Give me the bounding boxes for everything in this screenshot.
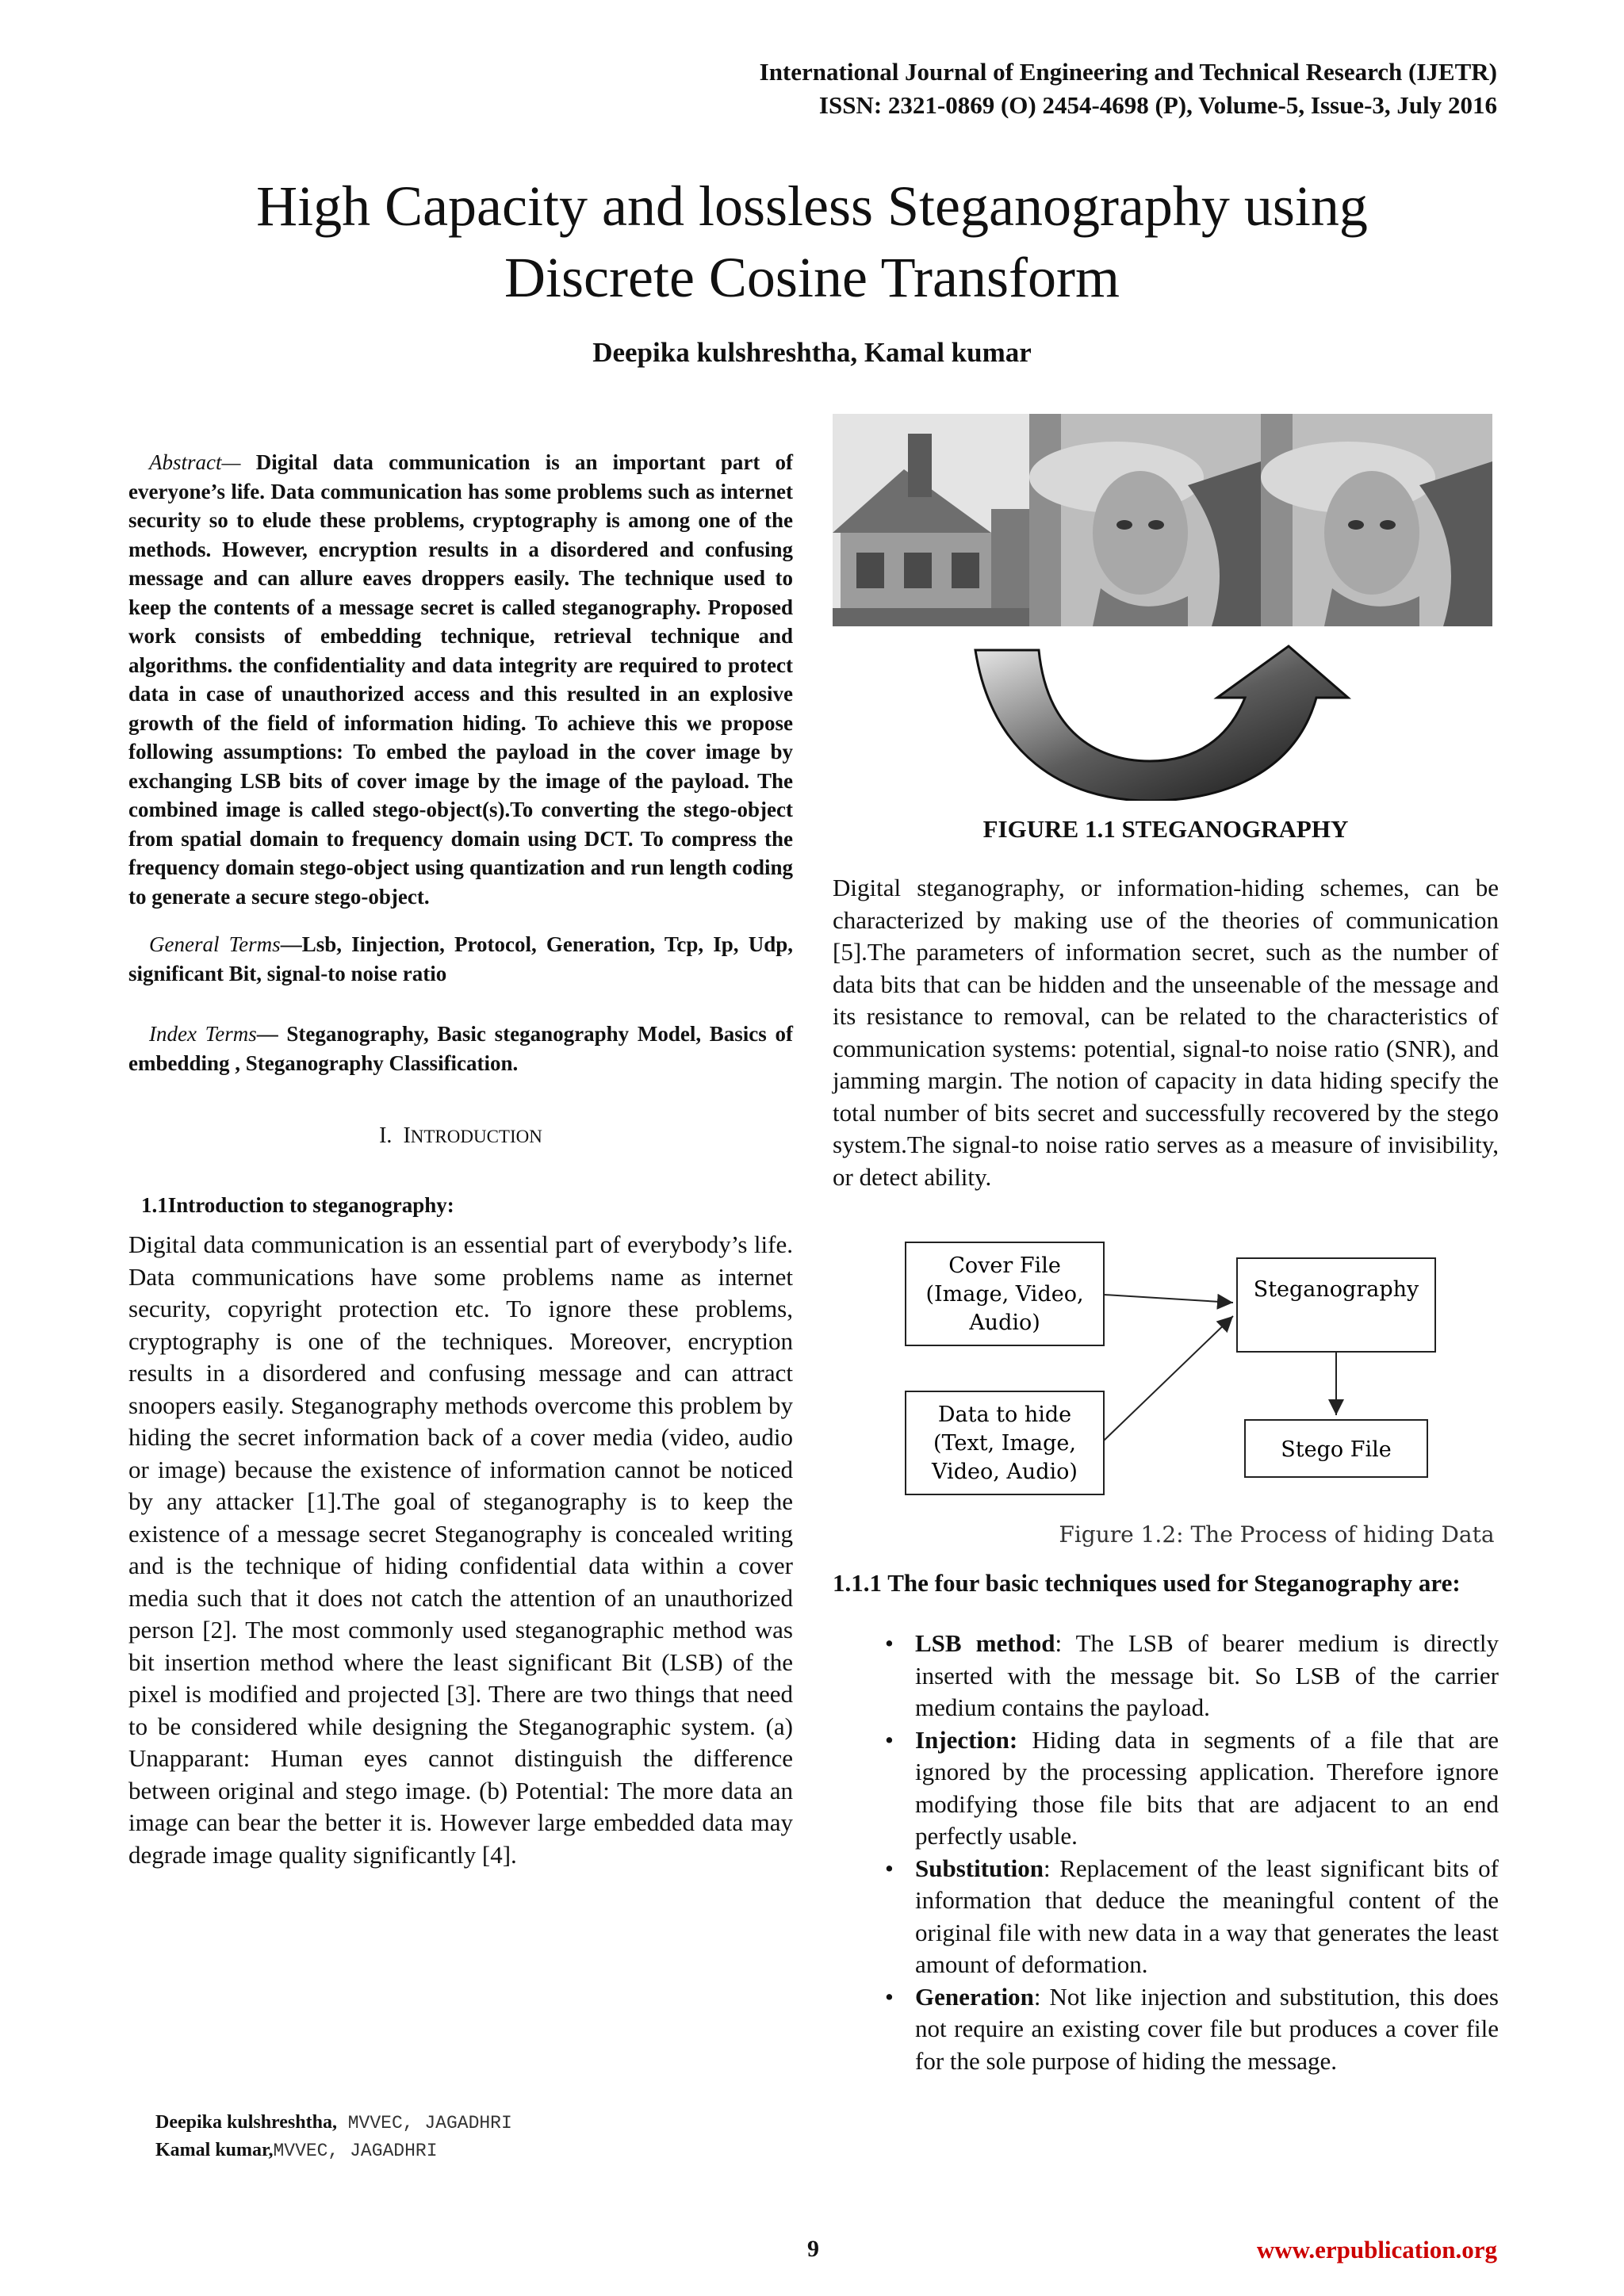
- bullet-icon: •: [885, 1629, 894, 1657]
- index-terms-text: — Steganography, Basic steganography Model, Basics of embedding , Steganography Classification.: [128, 1022, 793, 1075]
- bullet-icon: •: [885, 1982, 894, 2011]
- process-diagram: [833, 1225, 1499, 1558]
- section-rest: NTRODUCTION: [410, 1127, 542, 1146]
- technique-item-lsb: [833, 1628, 1499, 1724]
- intro-paragraph: Digital data communication is an essential part of everybody’s life. Data communications have some problems name as internet security, copyright protection etc. To ignore these problems, cryptography is one of the techniques. Moreover, encryption results in a disordered and confusing message and can attract snoopers easily. Steganography methods overcome this problem by hiding the secret information back of a cover media (video, audio or image) because the existence of information cannot be noticed by any attacker [1].The goal of steganography is to keep the existence of a message secret Steganography is concealed writing and is the technique of hiding confidential data within a cover media such that it does not catch the attention of an unauthorized person [2]. The most commonly used steganographic method was bit insertion method where the least significant Bit (LSB) of the pixel is modified and projected [3]. There are two things that need to be considered while designing the Steganographic system. (a) Unapparant: Human eyes cannot distinguish the difference between original and stego image. (b) Potential: The more data an image can bear the better it is. However large embedded data may degrade image quality significantly [4].: [128, 1230, 793, 1869]
- technique-term: Substitution: [915, 1854, 1044, 1882]
- abstract: [128, 448, 793, 911]
- technique-text: : The LSB of bearer medium is directly inserted with the message bit. So LSB of the carrier medium contains the payload.: [915, 1629, 1499, 1721]
- house-image: [833, 414, 1029, 626]
- abstract-text: Digital data communication is an important part of everyone’s life. Data communication has some problems such as internet security so to elude these problems, cryptography is among one of the methods. However, encryption results in a disordered and confusing message and can allure eaves droppers easily. The technique used to keep the contents of a message secret is called steganography. Proposed work consists of embedding technique, retrieval technique and algorithms. the confidentiality and data integrity are required to protect data in case of unauthorized access and this resulted in an explosive growth of the field of information hiding. To achieve this we propose following assumptions: To embed the payload in the cover image by exchanging LSB bits of cover image by the image of the payload. The combined image is called stego-object(s).To converting the stego-object from spatial domain to frequency domain using DCT. To compress the frequency domain stego-object using quantization and run length coding to generate a secure stego-object.: [128, 450, 793, 909]
- footnote-author-1-name: Deepika kulshreshtha,: [155, 2112, 337, 2133]
- cover-file-line-3: Audio): [969, 1311, 1040, 1335]
- footnote-author-2-affiliation: MVVEC, JAGADHRI: [273, 2141, 438, 2161]
- title-line-2: Discrete Cosine Transform: [504, 246, 1120, 309]
- technique-text: Hiding data in segments of a file that are ignored by the processing application. Therefore ignore modifying those file bits that are adjacent to an end perfectly usable.: [915, 1725, 1499, 1850]
- title-line-1: High Capacity and lossless Steganography using: [256, 174, 1368, 238]
- data-to-hide-line-3: Video, Audio): [932, 1460, 1078, 1484]
- journal-issn: ISSN: 2321-0869 (O) 2454-4698 (P), Volume-5, Issue-3, July 2016: [818, 91, 1497, 119]
- footnote-author-2-name: Kamal kumar,: [155, 2140, 274, 2160]
- data-to-hide-line-2: (Text, Image,: [933, 1431, 1076, 1456]
- footer-url[interactable]: www.erpublication.org: [1256, 2236, 1497, 2263]
- right-paragraph: Digital steganography, or information-hiding schemes, can be characterized by making use of the theories of communication [5].The parameters of information secret, such as the number of data bits that can be hidden and the unseenable of the message and its resistance to removal, can be related to the characteristics of communication systems: potential, signal-to noise ratio (SNR), and jamming margin. The notion of capacity in data hiding specify the total number of bits secret and successfully recovered by the stego system.The signal-to noise ratio serves as a measure of invisibility, or detect ability.: [833, 874, 1499, 1191]
- cover-file-line-2: (Image, Video,: [925, 1282, 1084, 1307]
- page-number: 9: [807, 2236, 819, 2262]
- technique-text: : Not like injection and substitution, this does not require an existing cover file but produces a cover file for the sole purpose of hiding the message.: [915, 1982, 1499, 2075]
- abstract-label: Abstract—: [149, 450, 241, 474]
- subsection-heading: 1.1Introduction to steganography:: [141, 1193, 454, 1217]
- figure-photos: [833, 414, 1492, 626]
- general-terms: [128, 930, 793, 988]
- techniques-list: [833, 1628, 1499, 2077]
- index-terms-label: Index Terms: [149, 1022, 257, 1046]
- footnote-author-1-affiliation: MVVEC, JAGADHRI: [336, 2113, 512, 2133]
- footnote-author-1: [155, 2109, 512, 2137]
- left-column: [128, 448, 793, 1871]
- technique-item-generation: [833, 1981, 1499, 2078]
- stego-file-label: Stego File: [1281, 1437, 1392, 1462]
- journal-name: International Journal of Engineering and Technical Research (IJETR): [759, 58, 1497, 86]
- cover-file-line-1: Cover File: [948, 1253, 1061, 1278]
- figure-2-caption: Figure 1.2: The Process of hiding Data: [1059, 1521, 1495, 1548]
- lena-cover-image: [1029, 414, 1261, 626]
- right-column: [833, 414, 1499, 2077]
- section-heading: [128, 1123, 793, 1149]
- technique-item-substitution: [833, 1853, 1499, 1981]
- techniques-heading: 1.1.1 The four basic techniques used for Steganography are:: [833, 1569, 1461, 1597]
- footnote-author-2: [155, 2137, 512, 2164]
- technique-term: Generation: [915, 1982, 1034, 2011]
- steganography-box: [1237, 1258, 1435, 1352]
- general-terms-label: General Terms: [149, 932, 281, 956]
- technique-term: Injection:: [915, 1725, 1018, 1754]
- data-to-hide-line-1: Data to hide: [937, 1402, 1072, 1427]
- section-initial: I: [403, 1123, 411, 1148]
- technique-text: : Replacement of the least significant bits of information that deduce the meaningful content of the original file with new data in a way that generates the least amount of deformation.: [915, 1854, 1499, 1978]
- author-footnote: [155, 2109, 512, 2164]
- figure-1-caption: FIGURE 1.1 STEGANOGRAPHY: [982, 815, 1349, 843]
- technique-term: LSB method: [915, 1629, 1055, 1657]
- section-number: I.: [379, 1123, 393, 1148]
- lena-stego-image: [1261, 414, 1492, 626]
- index-terms: [128, 1020, 793, 1077]
- steganography-label: Steganography: [1253, 1277, 1419, 1302]
- paper-title: [0, 170, 1624, 313]
- bullet-icon: •: [885, 1854, 894, 1882]
- curved-arrow-icon: [833, 642, 1492, 801]
- journal-header: [760, 55, 1497, 122]
- technique-item-injection: [833, 1724, 1499, 1853]
- general-terms-text: —Lsb, Iinjection, Protocol, Generation, Tcp, Ip, Udp, significant Bit, signal-to noise ratio: [128, 932, 793, 985]
- bullet-icon: •: [885, 1725, 894, 1754]
- authors: Deepika kulshreshtha, Kamal kumar: [592, 337, 1032, 368]
